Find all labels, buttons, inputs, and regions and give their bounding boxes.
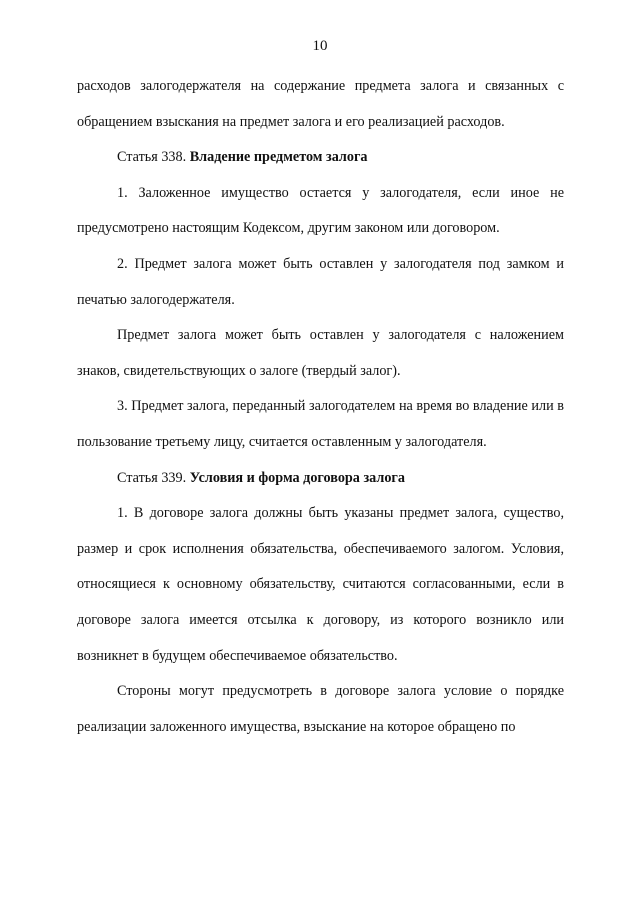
article-338-title: Владение предметом залога	[189, 149, 368, 166]
article-338-paragraph-1: 1. Заложенное имущество остается у залогодателя, если иное не предусмотрено настоящим Кодексом, другим законом или договором.	[77, 184, 564, 237]
article-338-paragraph-2b: Предмет залога может быть оставлен у залогодателя с наложением знаков, свидетельствующих о залоге (твердый залог).	[77, 327, 564, 379]
article-338-label: Статья 338.	[117, 149, 187, 166]
article-338-heading	[77, 140, 564, 176]
article-338-paragraph-2: 2. Предмет залога может быть оставлен у залогодателя под замком и печатью залогодержателя.	[77, 255, 564, 308]
paragraph-continuation: расходов залогодержателя на содержание предмета залога и связанных с обращением взыскания на предмет залога и его реализацией расходов.	[77, 78, 564, 130]
article-339-paragraph-1: 1. В договоре залога должны быть указаны предмет залога, существо, размер и срок исполнения обязательства, обеспечиваемого залогом. Условия, относящиеся к основному обязательству, считаются согласованными, если в договоре залога имеется отсылка к договору, из которого возникло или возникнет в будущем обеспечиваемое обязательство.	[77, 505, 564, 664]
page-number: 10	[312, 38, 328, 54]
article-339-heading	[77, 461, 564, 497]
article-339-label: Статья 339.	[117, 469, 187, 486]
document-body	[77, 69, 564, 745]
article-338-paragraph-3: 3. Предмет залога, переданный залогодателем на время во владение или в пользование третьему лицу, считается оставленным у залогодателя.	[77, 398, 564, 450]
article-339-title: Условия и форма договора залога	[189, 469, 405, 486]
article-339-paragraph-2: Стороны могут предусмотреть в договоре залога условие о порядке реализации заложенного имущества, взыскание на которое обращено по	[77, 683, 564, 735]
